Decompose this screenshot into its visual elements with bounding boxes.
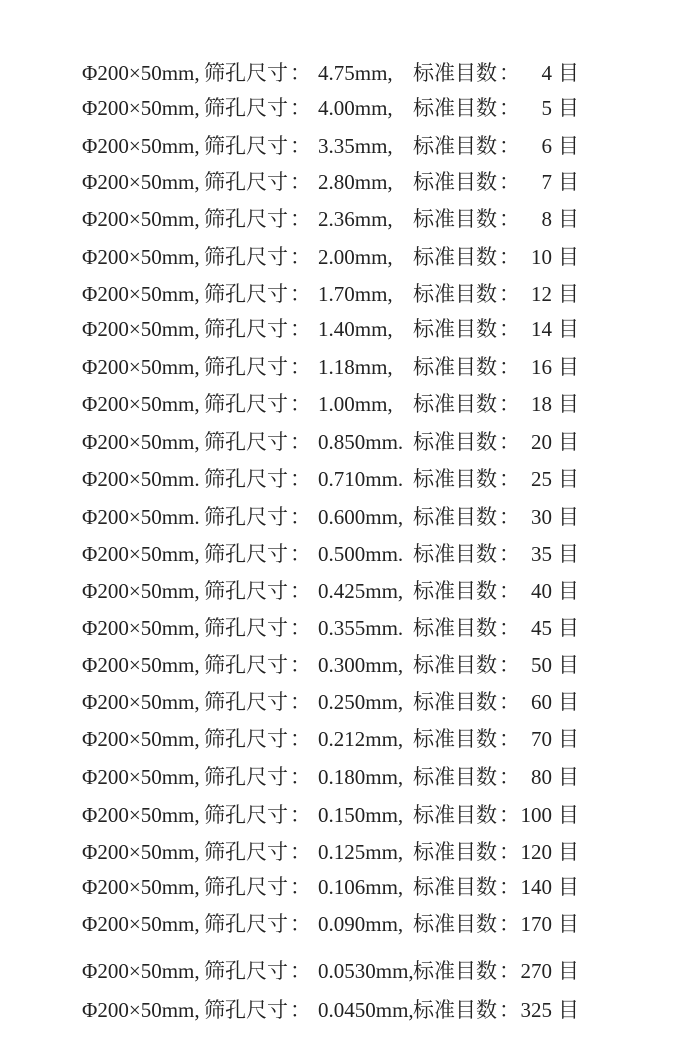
aperture-label [204, 649, 311, 681]
colon: ： [499, 207, 520, 231]
aperture-value: 0.125mm, [318, 840, 404, 864]
colon: ： [499, 317, 520, 341]
mesh-label [413, 649, 520, 681]
sieve-row [0, 799, 700, 831]
sieve-size-text: Φ200×50mm, [82, 803, 200, 827]
sieve-row [0, 575, 700, 607]
aperture-value: 2.36mm, [318, 207, 393, 231]
mesh-label-text: 标准目数 [413, 467, 497, 491]
colon: ： [499, 96, 520, 120]
sieve-size-text: Φ200×50mm. [82, 467, 200, 491]
aperture-label-text: 筛孔尺寸 [204, 505, 288, 529]
sieve-size-text: Φ200×50mm, [82, 61, 200, 85]
sieve-row [0, 836, 700, 868]
mesh-unit: 目 [558, 803, 579, 827]
aperture-label [204, 426, 311, 458]
mesh-unit: 目 [558, 765, 579, 789]
aperture-label [204, 908, 311, 940]
mesh-label-text: 标准目数 [413, 998, 497, 1022]
aperture-value: 4.00mm, [318, 96, 393, 120]
sieve-row [0, 241, 700, 273]
colon: ： [499, 61, 520, 85]
mesh-unit: 目 [558, 61, 579, 85]
aperture-label [204, 388, 311, 420]
colon: ： [499, 579, 520, 603]
mesh-label [413, 908, 520, 940]
sieve-size-text: Φ200×50mm, [82, 170, 200, 194]
aperture-label [204, 612, 311, 644]
sieve-size-text: Φ200×50mm, [82, 690, 200, 714]
mesh-number: 325 [520, 998, 552, 1022]
aperture-value: 1.18mm, [318, 355, 393, 379]
mesh-label [413, 538, 520, 570]
mesh-label-text: 标准目数 [413, 875, 497, 899]
colon: ： [499, 282, 520, 306]
sieve-size-text: Φ200×50mm, [82, 134, 200, 158]
colon: ： [290, 317, 311, 341]
sieve-size-text: Φ200×50mm. [82, 505, 200, 529]
sieve-size-text: Φ200×50mm, [82, 96, 200, 120]
mesh-unit: 目 [558, 355, 579, 379]
mesh-unit: 目 [558, 616, 579, 640]
aperture-value: 0.150mm, [318, 803, 404, 827]
aperture-value: 0.0450mm, [318, 998, 414, 1022]
aperture-label-text: 筛孔尺寸 [204, 998, 288, 1022]
sieve-row [0, 955, 700, 987]
mesh-label-text: 标准目数 [413, 355, 497, 379]
sieve-row [0, 994, 700, 1026]
colon: ： [290, 430, 311, 454]
aperture-label [204, 955, 311, 987]
aperture-value: 0.500mm. [318, 542, 404, 566]
colon: ： [290, 579, 311, 603]
aperture-value: 2.80mm, [318, 170, 393, 194]
colon: ： [290, 765, 311, 789]
mesh-label [413, 501, 520, 533]
sieve-row [0, 612, 700, 644]
aperture-label [204, 501, 311, 533]
mesh-number: 60 [531, 690, 552, 714]
mesh-label [413, 388, 520, 420]
mesh-unit: 目 [558, 912, 579, 936]
colon: ： [499, 840, 520, 864]
mesh-label [413, 575, 520, 607]
aperture-value: 4.75mm, [318, 61, 393, 85]
sieve-size-text: Φ200×50mm, [82, 355, 200, 379]
mesh-label-text: 标准目数 [413, 170, 497, 194]
mesh-label [413, 871, 520, 903]
aperture-value: 0.600mm, [318, 505, 404, 529]
mesh-unit: 目 [558, 467, 579, 491]
mesh-unit: 目 [558, 207, 579, 231]
mesh-label-text: 标准目数 [413, 96, 497, 120]
mesh-number: 170 [520, 912, 552, 936]
colon: ： [290, 282, 311, 306]
sieve-size-text: Φ200×50mm, [82, 653, 200, 677]
aperture-label [204, 686, 311, 718]
mesh-number: 30 [531, 505, 552, 529]
mesh-unit: 目 [558, 96, 579, 120]
mesh-label-text: 标准目数 [413, 727, 497, 751]
aperture-label-text: 筛孔尺寸 [204, 765, 288, 789]
colon: ： [499, 875, 520, 899]
sieve-row [0, 388, 700, 420]
mesh-number: 50 [531, 653, 552, 677]
sieve-row [0, 463, 700, 495]
mesh-label-text: 标准目数 [413, 430, 497, 454]
mesh-label [413, 994, 520, 1026]
aperture-label-text: 筛孔尺寸 [204, 616, 288, 640]
aperture-value: 1.40mm, [318, 317, 393, 341]
mesh-unit: 目 [558, 727, 579, 751]
mesh-label [413, 241, 520, 273]
aperture-value: 0.090mm, [318, 912, 404, 936]
colon: ： [290, 505, 311, 529]
mesh-number: 20 [531, 430, 552, 454]
aperture-label [204, 723, 311, 755]
sieve-row [0, 166, 700, 198]
colon: ： [290, 912, 311, 936]
mesh-label-text: 标准目数 [413, 653, 497, 677]
mesh-unit: 目 [558, 245, 579, 269]
aperture-label-text: 筛孔尺寸 [204, 170, 288, 194]
sieve-size-text: Φ200×50mm, [82, 727, 200, 751]
colon: ： [290, 840, 311, 864]
mesh-number: 100 [520, 803, 552, 827]
mesh-label-text: 标准目数 [413, 542, 497, 566]
aperture-label [204, 799, 311, 831]
mesh-unit: 目 [558, 875, 579, 899]
mesh-unit: 目 [558, 840, 579, 864]
colon: ： [290, 542, 311, 566]
mesh-number: 14 [531, 317, 552, 341]
mesh-number: 120 [520, 840, 552, 864]
colon: ： [290, 803, 311, 827]
sieve-size-text: Φ200×50mm, [82, 765, 200, 789]
aperture-label [204, 57, 311, 89]
aperture-value: 2.00mm, [318, 245, 393, 269]
mesh-label-text: 标准目数 [413, 803, 497, 827]
aperture-label-text: 筛孔尺寸 [204, 875, 288, 899]
mesh-label [413, 426, 520, 458]
mesh-label [413, 166, 520, 198]
mesh-label [413, 686, 520, 718]
mesh-label-text: 标准目数 [413, 245, 497, 269]
colon: ： [499, 542, 520, 566]
mesh-label-text: 标准目数 [413, 282, 497, 306]
colon: ： [499, 170, 520, 194]
aperture-label-text: 筛孔尺寸 [204, 727, 288, 751]
aperture-label [204, 836, 311, 868]
mesh-label-text: 标准目数 [413, 840, 497, 864]
sieve-size-text: Φ200×50mm, [82, 579, 200, 603]
aperture-value: 0.355mm. [318, 616, 404, 640]
colon: ： [290, 727, 311, 751]
sieve-size-text: Φ200×50mm, [82, 998, 200, 1022]
mesh-label-text: 标准目数 [413, 959, 497, 983]
sieve-row [0, 313, 700, 345]
aperture-label [204, 130, 311, 162]
colon: ： [290, 959, 311, 983]
mesh-unit: 目 [558, 282, 579, 306]
sieve-row [0, 278, 700, 310]
mesh-label-text: 标准目数 [413, 579, 497, 603]
colon: ： [290, 245, 311, 269]
aperture-label [204, 241, 311, 273]
sieve-row [0, 92, 700, 124]
mesh-label-text: 标准目数 [413, 61, 497, 85]
sieve-row [0, 426, 700, 458]
aperture-label-text: 筛孔尺寸 [204, 355, 288, 379]
aperture-label-text: 筛孔尺寸 [204, 803, 288, 827]
colon: ： [499, 616, 520, 640]
sieve-size-text: Φ200×50mm, [82, 542, 200, 566]
aperture-label [204, 871, 311, 903]
aperture-label [204, 575, 311, 607]
aperture-value: 0.425mm, [318, 579, 404, 603]
aperture-value: 0.850mm. [318, 430, 404, 454]
aperture-label [204, 313, 311, 345]
aperture-label-text: 筛孔尺寸 [204, 579, 288, 603]
aperture-label-text: 筛孔尺寸 [204, 134, 288, 158]
mesh-label [413, 351, 520, 383]
sieve-row [0, 871, 700, 903]
colon: ： [499, 998, 520, 1022]
aperture-value: 0.710mm. [318, 467, 404, 491]
sieve-row [0, 686, 700, 718]
mesh-unit: 目 [558, 430, 579, 454]
colon: ： [290, 998, 311, 1022]
aperture-value: 0.250mm, [318, 690, 404, 714]
mesh-number: 7 [541, 170, 552, 194]
sieve-row [0, 203, 700, 235]
mesh-number: 5 [541, 96, 552, 120]
colon: ： [290, 875, 311, 899]
mesh-label [413, 278, 520, 310]
mesh-number: 4 [541, 61, 552, 85]
aperture-label [204, 538, 311, 570]
sieve-size-text: Φ200×50mm, [82, 959, 200, 983]
sieve-size-text: Φ200×50mm, [82, 282, 200, 306]
aperture-label-text: 筛孔尺寸 [204, 245, 288, 269]
mesh-label-text: 标准目数 [413, 505, 497, 529]
mesh-unit: 目 [558, 579, 579, 603]
colon: ： [499, 690, 520, 714]
mesh-unit: 目 [558, 134, 579, 158]
aperture-label [204, 351, 311, 383]
colon: ： [499, 392, 520, 416]
colon: ： [499, 245, 520, 269]
mesh-number: 16 [531, 355, 552, 379]
colon: ： [499, 912, 520, 936]
mesh-unit: 目 [558, 690, 579, 714]
aperture-label [204, 92, 311, 124]
aperture-value: 0.106mm, [318, 875, 404, 899]
mesh-label-text: 标准目数 [413, 207, 497, 231]
colon: ： [290, 690, 311, 714]
colon: ： [290, 355, 311, 379]
mesh-unit: 目 [558, 317, 579, 341]
mesh-label-text: 标准目数 [413, 392, 497, 416]
mesh-unit: 目 [558, 998, 579, 1022]
sieve-size-text: Φ200×50mm, [82, 392, 200, 416]
sieve-row [0, 723, 700, 755]
sieve-size-text: Φ200×50mm, [82, 245, 200, 269]
mesh-label [413, 723, 520, 755]
mesh-label-text: 标准目数 [413, 765, 497, 789]
sieve-row [0, 761, 700, 793]
mesh-label-text: 标准目数 [413, 317, 497, 341]
colon: ： [499, 959, 520, 983]
sieve-row [0, 501, 700, 533]
mesh-label [413, 463, 520, 495]
mesh-label-text: 标准目数 [413, 134, 497, 158]
colon: ： [499, 134, 520, 158]
aperture-label-text: 筛孔尺寸 [204, 912, 288, 936]
sieve-row [0, 351, 700, 383]
mesh-unit: 目 [558, 653, 579, 677]
mesh-number: 45 [531, 616, 552, 640]
mesh-number: 25 [531, 467, 552, 491]
aperture-label-text: 筛孔尺寸 [204, 392, 288, 416]
mesh-unit: 目 [558, 505, 579, 529]
sieve-row [0, 57, 700, 89]
mesh-number: 40 [531, 579, 552, 603]
colon: ： [290, 96, 311, 120]
aperture-label-text: 筛孔尺寸 [204, 840, 288, 864]
mesh-number: 140 [520, 875, 552, 899]
aperture-label-text: 筛孔尺寸 [204, 542, 288, 566]
mesh-label-text: 标准目数 [413, 912, 497, 936]
aperture-label-text: 筛孔尺寸 [204, 430, 288, 454]
mesh-number: 12 [531, 282, 552, 306]
colon: ： [290, 616, 311, 640]
sieve-row [0, 130, 700, 162]
mesh-label [413, 612, 520, 644]
aperture-label-text: 筛孔尺寸 [204, 282, 288, 306]
mesh-label [413, 57, 520, 89]
mesh-label [413, 92, 520, 124]
mesh-number: 10 [531, 245, 552, 269]
mesh-label [413, 761, 520, 793]
colon: ： [499, 505, 520, 529]
sieve-size-text: Φ200×50mm, [82, 840, 200, 864]
aperture-label-text: 筛孔尺寸 [204, 61, 288, 85]
sieve-row [0, 538, 700, 570]
mesh-number: 18 [531, 392, 552, 416]
colon: ： [499, 355, 520, 379]
aperture-label-text: 筛孔尺寸 [204, 207, 288, 231]
colon: ： [290, 467, 311, 491]
mesh-label [413, 203, 520, 235]
mesh-label [413, 313, 520, 345]
colon: ： [499, 467, 520, 491]
sieve-row [0, 908, 700, 940]
aperture-label-text: 筛孔尺寸 [204, 653, 288, 677]
mesh-number: 270 [520, 959, 552, 983]
colon: ： [499, 653, 520, 677]
colon: ： [290, 134, 311, 158]
sieve-size-text: Φ200×50mm, [82, 430, 200, 454]
mesh-label-text: 标准目数 [413, 616, 497, 640]
mesh-number: 70 [531, 727, 552, 751]
colon: ： [290, 170, 311, 194]
mesh-number: 35 [531, 542, 552, 566]
mesh-unit: 目 [558, 170, 579, 194]
aperture-label [204, 761, 311, 793]
aperture-label [204, 203, 311, 235]
aperture-value: 0.300mm, [318, 653, 404, 677]
colon: ： [499, 765, 520, 789]
aperture-label-text: 筛孔尺寸 [204, 317, 288, 341]
aperture-value: 0.212mm, [318, 727, 404, 751]
mesh-label [413, 955, 520, 987]
mesh-unit: 目 [558, 392, 579, 416]
mesh-number: 6 [541, 134, 552, 158]
colon: ： [290, 653, 311, 677]
aperture-label-text: 筛孔尺寸 [204, 959, 288, 983]
aperture-label [204, 463, 311, 495]
sieve-row [0, 649, 700, 681]
sieve-size-text: Φ200×50mm, [82, 912, 200, 936]
aperture-label [204, 278, 311, 310]
mesh-label-text: 标准目数 [413, 690, 497, 714]
mesh-label [413, 836, 520, 868]
aperture-value: 1.70mm, [318, 282, 393, 306]
aperture-label-text: 筛孔尺寸 [204, 467, 288, 491]
sieve-size-text: Φ200×50mm, [82, 616, 200, 640]
sieve-size-text: Φ200×50mm, [82, 875, 200, 899]
colon: ： [290, 61, 311, 85]
mesh-number: 80 [531, 765, 552, 789]
aperture-value: 0.180mm, [318, 765, 404, 789]
aperture-value: 0.0530mm, [318, 959, 414, 983]
sieve-size-text: Φ200×50mm, [82, 317, 200, 341]
colon: ： [499, 430, 520, 454]
aperture-label [204, 994, 311, 1026]
mesh-unit: 目 [558, 959, 579, 983]
mesh-label [413, 130, 520, 162]
colon: ： [499, 803, 520, 827]
aperture-label-text: 筛孔尺寸 [204, 96, 288, 120]
colon: ： [499, 727, 520, 751]
sieve-size-text: Φ200×50mm, [82, 207, 200, 231]
mesh-unit: 目 [558, 542, 579, 566]
aperture-label [204, 166, 311, 198]
colon: ： [290, 392, 311, 416]
aperture-label-text: 筛孔尺寸 [204, 690, 288, 714]
aperture-value: 1.00mm, [318, 392, 393, 416]
mesh-number: 8 [541, 207, 552, 231]
colon: ： [290, 207, 311, 231]
mesh-label [413, 799, 520, 831]
aperture-value: 3.35mm, [318, 134, 393, 158]
